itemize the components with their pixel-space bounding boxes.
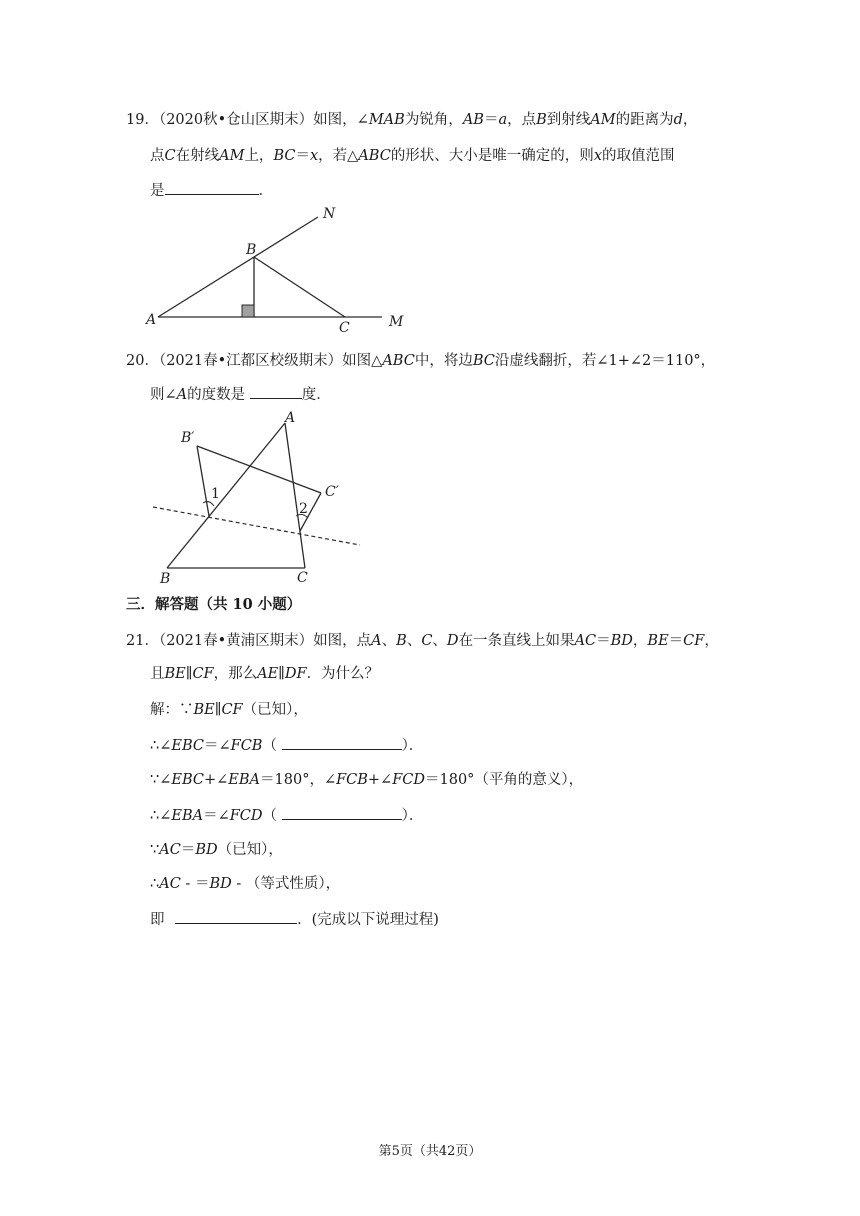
text: ∥	[214, 702, 222, 718]
question-source: （2020秋•仓山区期末）	[158, 112, 314, 128]
text: +∠	[203, 772, 229, 788]
text: 即	[150, 912, 165, 928]
text: ∵	[150, 842, 160, 858]
text: ）．	[401, 738, 424, 754]
math: C	[421, 633, 433, 649]
right-angle-mark	[242, 305, 254, 317]
math: a	[498, 112, 508, 128]
math: BD	[195, 842, 218, 858]
text: 沿虚线翻折，若∠1+∠2＝110°，	[494, 353, 716, 369]
text: ＝	[483, 112, 499, 128]
text: ．为什么？	[306, 666, 380, 682]
text: ＝	[295, 148, 310, 164]
segment-bc	[254, 257, 345, 317]
text: 点	[150, 148, 165, 164]
figure-q20	[145, 408, 370, 590]
text: +∠	[367, 772, 393, 788]
math: EBC	[171, 738, 204, 754]
math: BC	[273, 148, 296, 164]
angle-1-arc	[203, 502, 214, 506]
text: ∴	[150, 876, 160, 892]
text: 上，	[244, 148, 274, 164]
text: ，	[704, 633, 719, 649]
math: FCD	[229, 808, 263, 824]
label-a: A	[146, 312, 157, 328]
text: 则∠	[150, 387, 177, 403]
text: ＝	[668, 633, 684, 649]
text: 在射线	[175, 148, 220, 164]
text: ∴∠	[150, 808, 172, 824]
text: 如图，点	[313, 633, 372, 649]
math: d	[673, 112, 683, 128]
q21-step6	[150, 874, 340, 894]
label-c-prime: C′	[325, 484, 339, 500]
q20-line2	[150, 384, 331, 405]
text: 、	[406, 633, 422, 649]
math: FCB	[230, 738, 263, 754]
angle-label-2: 2	[299, 501, 308, 517]
label-c: C	[297, 570, 308, 586]
math: MAB	[368, 112, 405, 128]
math: BD	[209, 876, 232, 892]
q20-line1	[126, 351, 715, 371]
text: （等式性质），	[245, 876, 341, 892]
text: 到射线	[546, 112, 591, 128]
q21-line1	[126, 631, 719, 651]
q21-step5	[150, 840, 283, 860]
math: ABC	[382, 353, 415, 369]
math: BD	[610, 633, 633, 649]
text: ，	[632, 633, 648, 649]
label-b: B	[160, 571, 171, 587]
text: ∵∠	[150, 772, 172, 788]
label-m: M	[389, 314, 404, 330]
text: ，若△	[318, 148, 359, 164]
text: 、	[381, 633, 397, 649]
math: D	[446, 633, 459, 649]
fold-line	[153, 507, 360, 545]
q21-step3	[150, 770, 583, 790]
math: B	[396, 633, 407, 649]
math: AC	[159, 876, 181, 892]
math: BE	[164, 666, 186, 682]
label-b-prime: B′	[181, 430, 195, 446]
text: ＝	[194, 876, 210, 892]
math: x	[593, 148, 602, 164]
text: （	[262, 808, 278, 824]
answer-blank[interactable]	[165, 180, 259, 195]
q19-line3	[150, 180, 273, 201]
text: ．(完成以下说理过程)	[297, 912, 439, 928]
question-number: 20．	[126, 353, 159, 369]
math: CF	[221, 702, 243, 718]
text: 为锐角，	[404, 112, 463, 128]
math: C	[164, 148, 176, 164]
text: ∴∠	[150, 738, 172, 754]
q21-step1	[150, 700, 308, 720]
math: EBA	[228, 772, 261, 788]
text: 解：∵	[150, 702, 194, 718]
math: BE	[193, 702, 215, 718]
math: EBC	[171, 772, 204, 788]
text: ＝∠	[203, 738, 231, 754]
math: FCB	[336, 772, 368, 788]
text: 如图，∠	[313, 112, 369, 128]
fold-b-segment	[197, 446, 209, 516]
text: 的形状、大小是唯一确定的，则	[390, 148, 594, 164]
math: B	[536, 112, 547, 128]
q19-line2	[150, 146, 675, 166]
text: 且	[150, 666, 165, 682]
text: ＝180°（平角的意义），	[425, 772, 584, 788]
text: 的距离为	[615, 112, 674, 128]
text: ，	[682, 112, 698, 128]
text: -	[231, 876, 246, 892]
text: -	[180, 876, 195, 892]
text: ．	[258, 183, 273, 199]
question-source: （2021春•江都区校级期末）	[158, 353, 343, 369]
text: 如图△	[342, 353, 383, 369]
text: 度．	[301, 387, 331, 403]
text: 的度数是	[187, 387, 246, 403]
math: BE	[647, 633, 669, 649]
question-number: 19．	[126, 112, 159, 128]
math: AM	[590, 112, 616, 128]
q21-line2	[150, 664, 379, 684]
side-ac	[285, 423, 305, 568]
q19-line1	[126, 110, 697, 130]
math: x	[309, 148, 319, 164]
angle-label-1: 1	[211, 486, 220, 502]
text: ＝∠	[203, 808, 230, 824]
math: AE	[257, 666, 279, 682]
text: ∥	[185, 666, 193, 682]
math: CF	[683, 633, 705, 649]
text: 的取值范围	[602, 148, 675, 164]
answer-blank[interactable]	[282, 735, 402, 750]
text: 是	[150, 183, 165, 199]
math: ABC	[358, 148, 391, 164]
text: 中，将边	[414, 353, 473, 369]
text: ＝	[596, 633, 611, 649]
figure-q19	[140, 200, 420, 340]
q21-step7	[150, 909, 439, 930]
label-c: C	[339, 320, 350, 336]
math: A	[176, 387, 188, 403]
math: AC	[574, 633, 597, 649]
text: ，那么	[213, 666, 258, 682]
math: FCD	[392, 772, 425, 788]
question-number: 21．	[126, 633, 159, 649]
question-source: （2021春•黄浦区期末）	[158, 633, 314, 649]
text: ，点	[507, 112, 537, 128]
math: A	[371, 633, 382, 649]
math: AM	[219, 148, 245, 164]
ray-an	[158, 217, 318, 317]
text: 、	[432, 633, 447, 649]
label-b: B	[246, 242, 257, 258]
math: AB	[462, 112, 484, 128]
page-footer: 第5页（共42页）	[378, 1144, 482, 1159]
text: 在一条直线上如果	[458, 633, 575, 649]
text: （	[262, 738, 277, 754]
answer-blank[interactable]	[250, 384, 302, 399]
text: ∥	[278, 666, 285, 682]
math: BC	[472, 353, 495, 369]
math: AC	[159, 842, 181, 858]
text: ＝	[180, 842, 196, 858]
text: （已知），	[242, 702, 308, 718]
text: ＝180°，∠	[260, 772, 337, 788]
label-a: A	[285, 410, 296, 426]
q21-step4	[150, 805, 423, 826]
answer-blank[interactable]	[175, 909, 297, 924]
q21-step2	[150, 735, 423, 756]
math: CF	[192, 666, 214, 682]
text: （已知），	[217, 842, 283, 858]
math: DF	[284, 666, 307, 682]
text: ）．	[401, 808, 424, 824]
section-heading: 三．解答题（共 10 小题）	[126, 596, 302, 613]
math: EBA	[171, 808, 204, 824]
label-n: N	[323, 206, 336, 222]
answer-blank[interactable]	[282, 805, 402, 820]
